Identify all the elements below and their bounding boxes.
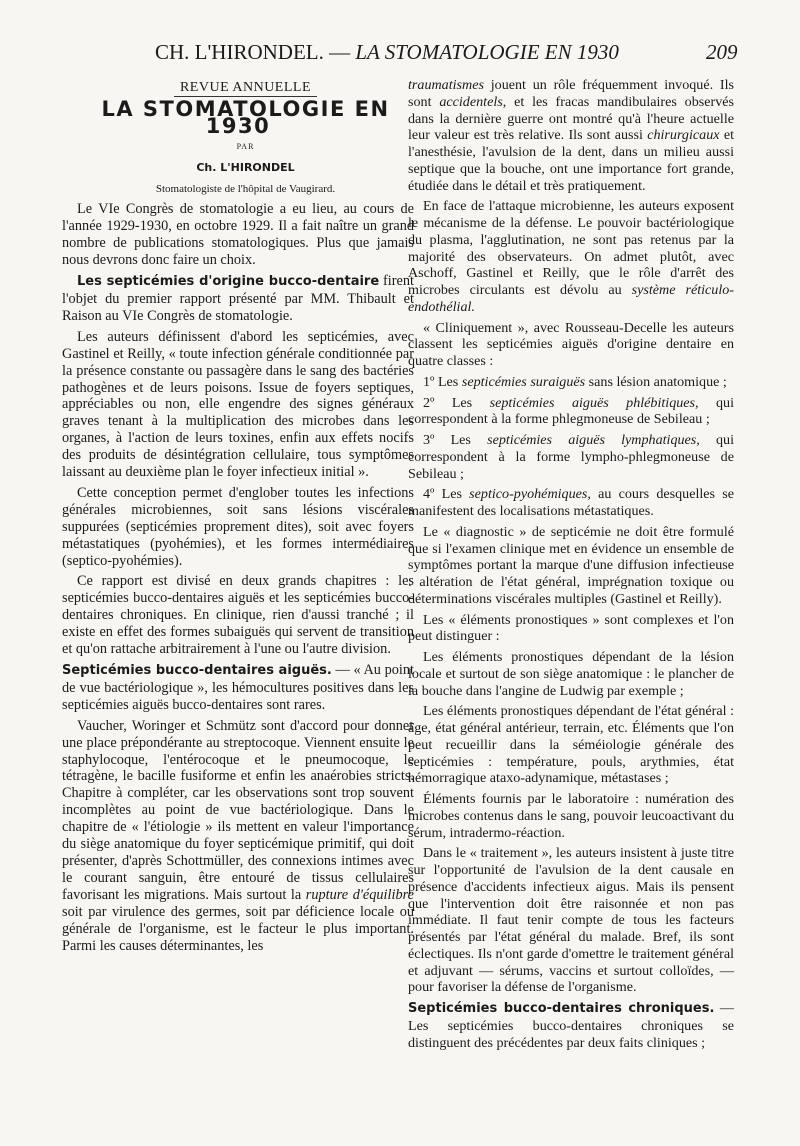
header-running-title: LA STOMATOLOGIE EN 1930 bbox=[355, 40, 619, 64]
class-item-4: 4º Les septico-pyohémiques, au cours desquelles se manifestent des localisations métastatiques. bbox=[408, 486, 734, 519]
paragraph-aigues: Septicémies bucco-dentaires aiguës. — « Au point de vue bactériologique », les hémocultures positives dans les septicémies aiguës bucco-dentaires sont rares. bbox=[62, 662, 414, 713]
header-author: CH. L'HIRONDEL. bbox=[155, 40, 324, 64]
paragraph-traitement: Dans le « traitement », les auteurs insistent à juste titre sur l'opportunité de l'avulsion de la dent causale en présence d'accidents infectieux aigus. Mais ils pensent que l'intervention doit être raisonnée et non pas immédiate. Il faut tenir compte de tous les facteurs présentés par l'état général du malade. Bref, ils sont éclectiques. Ils n'ont garde d'omettre le traitement général et adjuvant — sérums, vaccins et surtout colloïdes, — pour favoriser la défense de l'organisme. bbox=[408, 845, 734, 996]
paragraph-definition: Les auteurs définissent d'abord les septicémies, avec Gastinel et Reilly, « toute infection générale conditionnée par la présence constante ou passagère dans le sang des bactéries pathogènes et de leurs poisons. Issue de foyers septiques, appréciables ou non, elle engendre des signes généraux graves tenant à la multiplication des microbes dans les organes, à l'action de leurs toxines, enfin aux effets nocifs des produits de désintégration cellulaire, tous symptômes laissant au deuxième plan le foyer infectieux initial ». bbox=[62, 328, 414, 481]
class-item-3: 3º Les septicémies aiguës lymphatiques, qui correspondent à la forme lympho-phlegmoneuse de Sebileau ; bbox=[408, 432, 734, 482]
paragraph-pronostic-general: Les éléments pronostiques dépendant de l'état général : âge, état général antérieur, terrain, etc. Éléments que l'on peut recueillir dans la séméiologie générale des septicémies : température, pouls, arythmies, état hémorragique ataxo-adynamique, métastases ; bbox=[408, 703, 734, 787]
running-title bbox=[155, 40, 619, 65]
class-item-2: 2º Les septicémies aiguës phlébitiques, qui correspondent à la forme phlegmoneuse de Sebileau ; bbox=[408, 394, 734, 428]
article-title: LA STOMATOLOGIE EN 1930 bbox=[101, 96, 390, 138]
left-column bbox=[62, 80, 414, 958]
paragraph-septicemies-intro: Les septicémies d'origine bucco-dentaire firent l'objet du premier rapport présenté par MM. Thibault et Raison au VIe Congrès de stomatologie. bbox=[62, 273, 414, 324]
page-number: 209 bbox=[706, 40, 738, 64]
byline-par: PAR bbox=[236, 141, 255, 151]
paragraph-intro: Le VIe Congrès de stomatologie a eu lieu, au cours de l'année 1929-1930, en octobre 1929. Il a fait naître un grand nombre de publications stomatologiques. Plus que jamais nous devrons donc faire un choix. bbox=[62, 201, 414, 269]
section-label: REVUE ANNUELLE bbox=[62, 80, 414, 97]
paragraph-pronostic: Les « éléments pronostiques » sont complexes et l'on peut distinguer : bbox=[408, 611, 734, 645]
class-item-1: 1º Les septicémies suraiguës sans lésion anatomique ; bbox=[423, 373, 727, 390]
paragraph-defense: En face de l'attaque microbienne, les auteurs exposent le mécanisme de la défense. Le pouvoir bactériologique du plasma, l'agglutination, ne sont pas retenus par la majorité des observateurs. On admet plutôt, avec Aschoff, Gastinel et Reilly, que le rôle d'arrêt des microbes circulants est dévolu au système réticulo-endothélial. bbox=[408, 198, 734, 315]
paragraph-laboratoire: Éléments fournis par le laboratoire : numération des microbes contenus dans le sang, pouvoir leucoactivant du sérum, intradermo-réaction. bbox=[408, 791, 734, 841]
header-dash: — bbox=[323, 40, 356, 64]
paragraph-pronostic-local: Les éléments pronostiques dépendant de la lésion locale et surtout de son siège anatomique : le plancher de la bouche dans l'angine de Ludwig par exemple ; bbox=[408, 649, 734, 699]
paragraph-traumatismes: traumatismes jouent un rôle fréquemment invoqué. Ils sont accidentels, et les fracas mandibulaires observés dans la dernière guerre ont montré qu'à l'heure actuelle leur valeur est très relative. Ils sont aussi chirurgicaux et l'anesthésie, l'avulsion de la dent, dans un milieu aussi septique que la bouche, ont une importance fort grande, étudiée dans le détail et très pratiquement. bbox=[408, 77, 734, 194]
paragraph-chapters: Ce rapport est divisé en deux grands chapitres : les septicémies bucco-dentaires aiguës et les septicémies bucco-dentaires chroniques. En clinique, rien d'aussi tranché ; il existe en effet des formes subaiguës qui servent de transition et qu'on rattache arbitrairement à l'une ou l'autre division. bbox=[62, 573, 414, 658]
paragraph-conception: Cette conception permet d'englober toutes les infections générales microbiennes, soit sans lésions viscérales suppurées (septicémies proprement dites), soit avec foyers métastatiques (pyohémies), et les formes intermédiaires (septico-pyohémies). bbox=[62, 484, 414, 569]
paragraph-chroniques: Septicémies bucco-dentaires chroniques. — Les septicémies bucco-dentaires chroniques se distinguent des précédentes par deux faits cliniques ; bbox=[408, 1000, 734, 1051]
paragraph-diagnostic: Le « diagnostic » de septicémie ne doit être formulé que si l'examen clinique met en évidence un ensemble de symptômes portant la marque d'une diffusion infectieuse : altération de l'état général, imprégnation toxique ou déterminations viscérales multiples (Gastinel et Reilly). bbox=[408, 523, 734, 607]
right-column bbox=[408, 77, 734, 1055]
paragraph-clinique: « Cliniquement », avec Rousseau-Decelle les auteurs classent les septicémies aiguës d'origine dentaire en quatre classes : bbox=[408, 319, 734, 369]
paragraph-bacteriology: Vaucher, Woringer et Schmütz sont d'accord pour donner une place prépondérante au streptocoque. Viennent ensuite le staphylocoque, l'entérocoque et le pneumocoque, le tétragène, le bacille fusiforme et enfin les anaérobies stricts. Chapitre à compléter, car les observations sont trop souvent incomplètes au point de vue bactériologique. Dans le chapitre de « l'étiologie » ils mettent en valeur l'importance du siège anatomique du foyer septicémique primitif, qui doit présenter, d'après Schottmüller, des connexions intimes avec le courant sanguin, être entouré de tissus cellulaires favorisant les migrations. Mais surtout la rupture d'équilibre soit par virulence des germes, soit par déficience locale ou générale de l'organisme, est le facteur le plus important. Parmi les causes déterminantes, les bbox=[62, 717, 414, 954]
byline-role: Stomatologiste de l'hôpital de Vaugirard. bbox=[155, 182, 336, 195]
byline-author: Ch. L'HIRONDEL bbox=[196, 160, 295, 174]
